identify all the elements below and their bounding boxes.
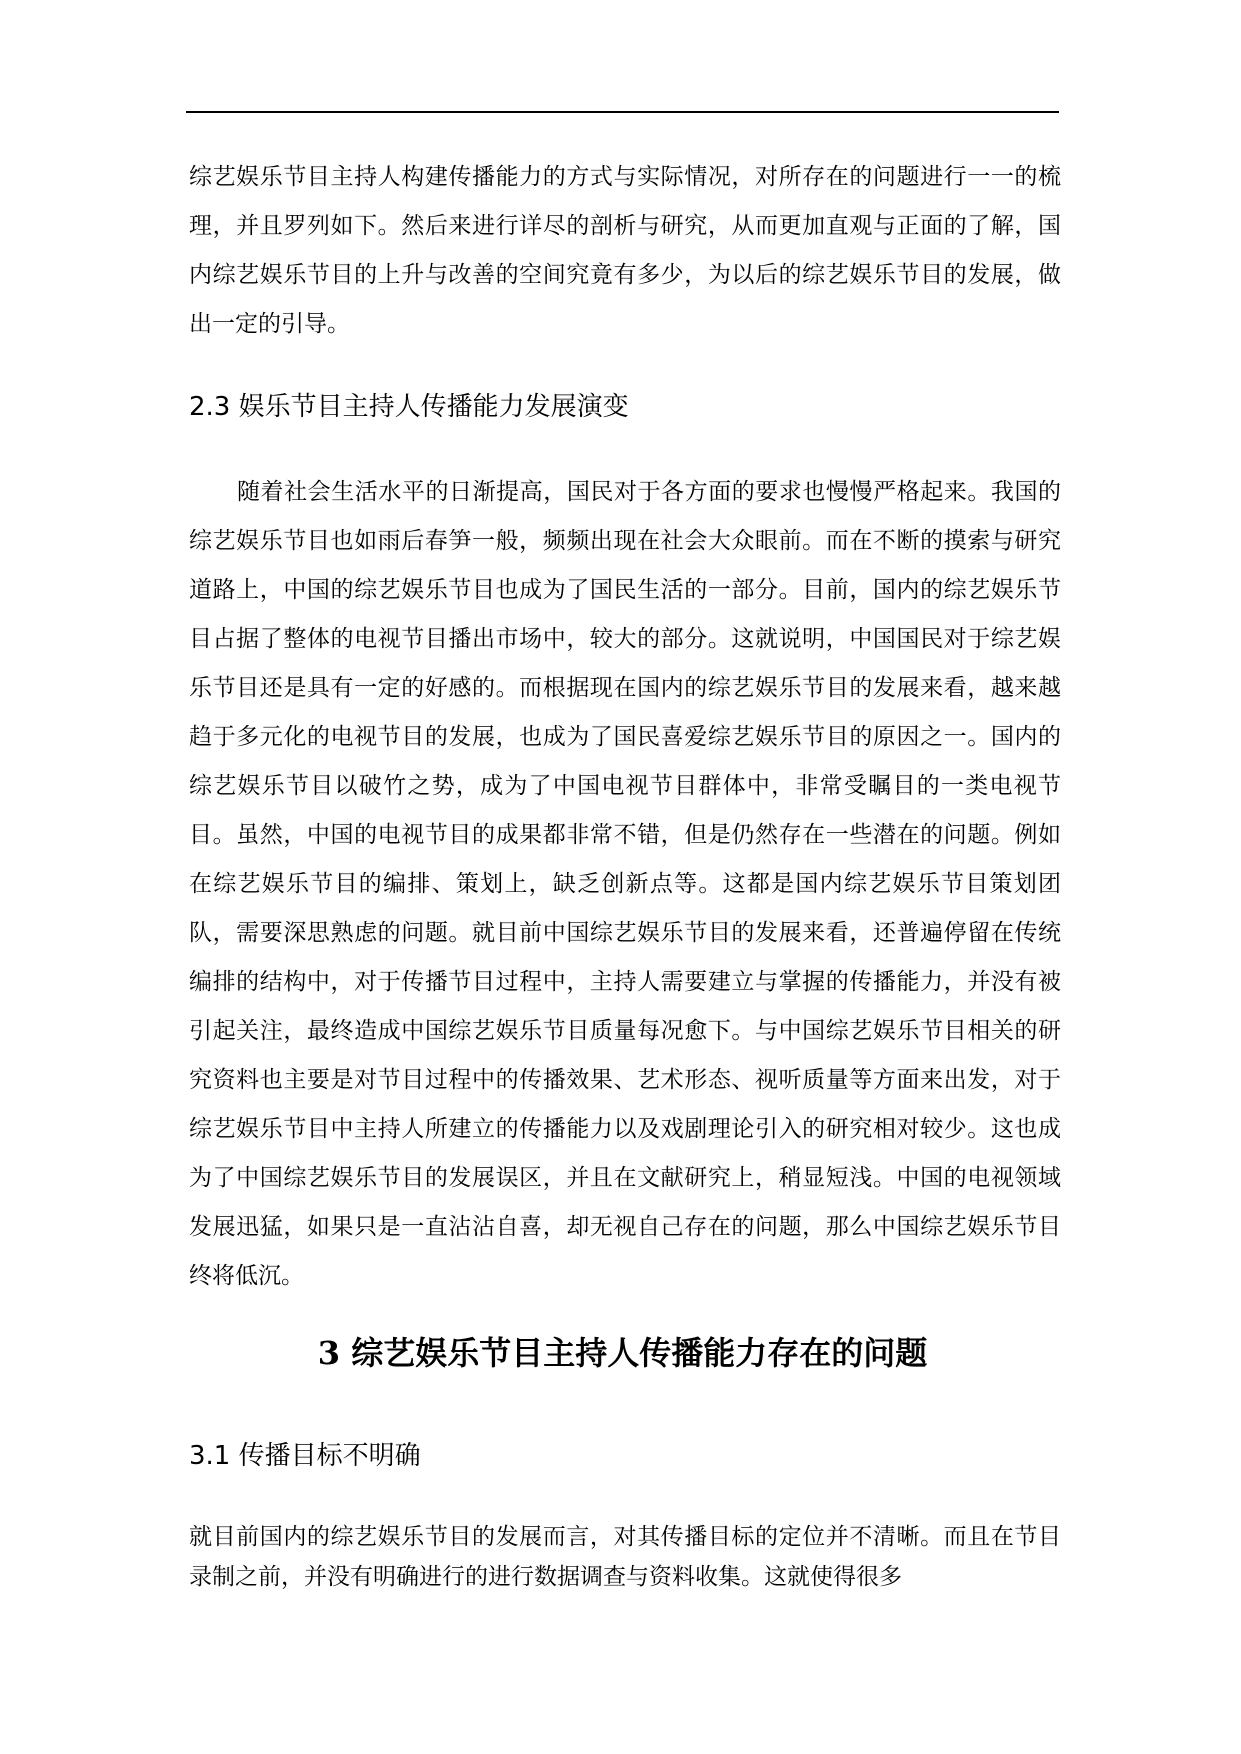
section-2-3-paragraph: 随着社会生活水平的日渐提高，国民对于各方面的要求也慢慢严格起来。我国的综艺娱乐节目也如雨后春笋一般，频频出现在社会大众眼前。而在不断的摸索与研究道路上，中国的综艺娱乐节目也成为了国民生活的一部分。目前，国内的综艺娱乐节目占据了整体的电视节目播出市场中，较大的部分。这就说明，中国国民对于综艺娱乐节目还是具有一定的好感的。而根据现在国内的综艺娱乐节目的发展来看，越来越趋于多元化的电视节目的发展，也成为了国民喜爱综艺娱乐节目的原因之一。国内的综艺娱乐节目以破竹之势，成为了中国电视节目群体中，非常受瞩目的一类电视节目。虽然，中国的电视节目的成果都非常不错，但是仍然存在一些潜在的问题。例如在综艺娱乐节目的编排、策划上，缺乏创新点等。这都是国内综艺娱乐节目策划团队，需要深思熟虑的问题。就目前中国综艺娱乐节目的发展来看，还普遍停留在传统编排的结构中，对于传播节目过程中，主持人需要建立与掌握的传播能力，并没有被引起关注，最终造成中国综艺娱乐节目质量每况愈下。与中国综艺娱乐节目相关的研究资料也主要是对节目过程中的传播效果、艺术形态、视听质量等方面来出发，对于综艺娱乐节目中主持人所建立的传播能力以及戏剧理论引入的研究相对较少。这也成为了中国综艺娱乐节目的发展误区，并且在文献研究上，稍显短浅。中国的电视领域发展迅猛，如果只是一直沾沾自喜，却无视自己存在的问题，那么中国综艺娱乐节目终将低沉。 — [189, 479, 1061, 1289]
section-3-1-paragraph: 就目前国内的综艺娱乐节目的发展而言，对其传播目标的定位并不清晰。而且在节目录制之前，并没有明确进行的进行数据调查与资料收集。这就使得很多 — [189, 1524, 1061, 1590]
chapter-3-heading: 3 综艺娱乐节目主持人传播能力存在的问题 — [317, 1334, 928, 1372]
intro-paragraph: 综艺娱乐节目主持人构建传播能力的方式与实际情况，对所存在的问题进行一一的梳理，并且罗列如下。然后来进行详尽的剖析与研究，从而更加直观与正面的了解，国内综艺娱乐节目的上升与改善的空间究竟有多少，为以后的综艺娱乐节目的发展，做出一定的引导。 — [189, 164, 1061, 337]
section-2-3-heading: 2.3 娱乐节目主持人传播能力发展演变 — [189, 392, 629, 422]
header-rule — [186, 111, 1059, 113]
section-3-1-heading: 3.1 传播目标不明确 — [189, 1441, 421, 1471]
